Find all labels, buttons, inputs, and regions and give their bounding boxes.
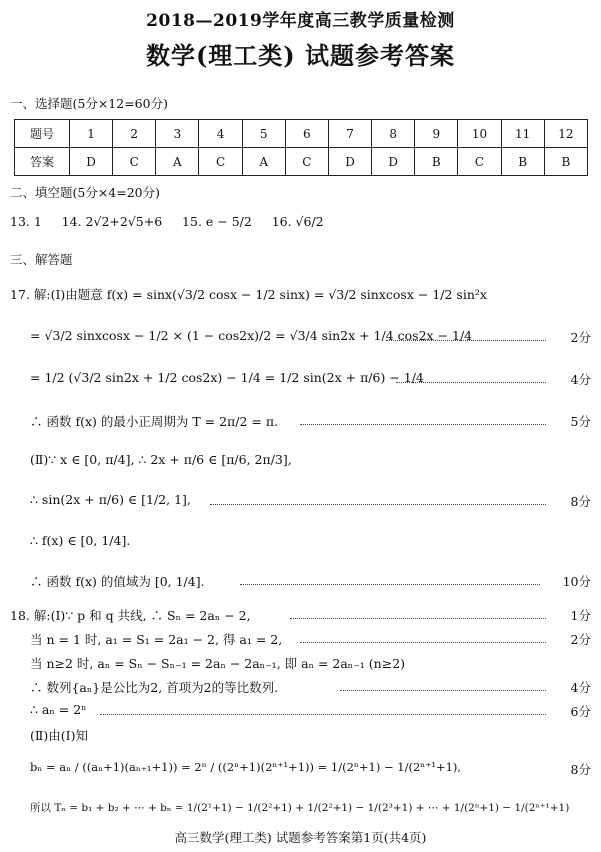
- q18-line-5: ∴ aₙ = 2ⁿ: [30, 702, 87, 717]
- leader-dots: [100, 714, 546, 715]
- q18-line-6: (Ⅱ)由(Ⅰ)知: [30, 728, 88, 743]
- table-cell: D: [328, 148, 371, 176]
- score: 2分: [570, 330, 591, 345]
- table-cell: 6: [285, 120, 328, 148]
- table-cell: 3: [156, 120, 199, 148]
- q17-line-3: = 1/2 (√3/2 sin2x + 1/2 cos2x) − 1/4 = 1/2 sin(2x + π/6) − 1/4: [30, 370, 424, 385]
- section2-title: 二、填空题(5分×4=20分): [10, 185, 161, 200]
- score: 1分: [570, 608, 591, 623]
- table-cell: 11: [501, 120, 544, 148]
- score: 5分: [570, 414, 591, 429]
- exam-header: 2018—2019学年度高三教学质量检测: [146, 11, 455, 31]
- table-cell: C: [458, 148, 501, 176]
- q17-line-5: (Ⅱ)∵ x ∈ [0, π/4], ∴ 2x + π/6 ∈ [π/6, 2π/3],: [30, 452, 292, 467]
- table-cell: 4: [199, 120, 242, 148]
- table-cell: 1: [70, 120, 113, 148]
- score: 4分: [570, 372, 591, 387]
- section1-title: 一、选择题(5分×12=60分): [10, 96, 168, 111]
- score: 8分: [570, 494, 591, 509]
- leader-dots: [240, 584, 540, 585]
- table-cell: D: [70, 148, 113, 176]
- multiple-choice-answer-table: [14, 119, 588, 176]
- table-cell: C: [199, 148, 242, 176]
- table-cell: 7: [328, 120, 371, 148]
- table-cell: B: [415, 148, 458, 176]
- leader-dots: [340, 690, 546, 691]
- document-title: 数学(理工类) 试题参考答案: [145, 41, 456, 70]
- table-cell: 9: [415, 120, 458, 148]
- q18-line-8: 所以 Tₙ = b₁ + b₂ + ⋯ + bₙ = 1/(2¹+1) − 1/(2²+1) + 1/(2²+1) − 1/(2³+1) + ⋯ + 1/(2ⁿ+1) − 1/(2ⁿ⁺¹+1): [30, 802, 570, 814]
- score: 2分: [570, 632, 591, 647]
- q17-line-1: 17. 解:(Ⅰ)由题意 f(x) = sinx(√3/2 cosx − 1/2 sinx) = √3/2 sinxcosx − 1/2 sin²x: [10, 287, 487, 302]
- table-cell: A: [156, 148, 199, 176]
- row-header-number: 题号: [15, 120, 70, 148]
- q18-line-7: bₙ = aₙ / ((aₙ+1)(aₙ₊₁+1)) = 2ⁿ / ((2ⁿ+1)(2ⁿ⁺¹+1)) = 1/(2ⁿ+1) − 1/(2ⁿ⁺¹+1),: [30, 760, 462, 774]
- q18-line-4: ∴ 数列{aₙ}是公比为2, 首项为2的等比数列.: [30, 680, 279, 695]
- page-footer: 高三数学(理工类) 试题参考答案第1页(共4页): [174, 830, 427, 845]
- table-cell: A: [242, 148, 285, 176]
- leader-dots: [290, 618, 546, 619]
- q17-line-4: ∴ 函数 f(x) 的最小正周期为 T = 2π/2 = π.: [30, 414, 279, 429]
- table-cell: 2: [113, 120, 156, 148]
- fill-in-answers: 13. 1 14. 2√2+2√5+6 15. e − 5/2 16. √6/2: [10, 214, 324, 229]
- leader-dots: [210, 504, 546, 505]
- question-number-row: [15, 120, 588, 148]
- table-cell: C: [285, 148, 328, 176]
- q17-line-6: ∴ sin(2x + π/6) ∈ [1/2, 1],: [30, 492, 191, 507]
- score: 8分: [570, 762, 591, 777]
- table-cell: C: [113, 148, 156, 176]
- q17-line-8: ∴ 函数 f(x) 的值域为 [0, 1/4].: [30, 574, 205, 589]
- leader-dots: [396, 382, 546, 383]
- leader-dots: [386, 340, 546, 341]
- q17-line-7: ∴ f(x) ∈ [0, 1/4].: [30, 533, 131, 548]
- leader-dots: [300, 424, 546, 425]
- q18-line-3: 当 n≥2 时, aₙ = Sₙ − Sₙ₋₁ = 2aₙ − 2aₙ₋₁, 即 aₙ = 2aₙ₋₁ (n≥2): [30, 656, 406, 671]
- table-cell: 10: [458, 120, 501, 148]
- row-header-answer: 答案: [15, 148, 70, 176]
- score: 6分: [570, 704, 591, 719]
- table-cell: D: [372, 148, 415, 176]
- answer-row: [15, 148, 588, 176]
- q18-line-1: 18. 解:(Ⅰ)∵ p 和 q 共线, ∴ Sₙ = 2aₙ − 2,: [10, 608, 251, 623]
- score: 10分: [562, 574, 591, 589]
- table-cell: 5: [242, 120, 285, 148]
- score: 4分: [570, 680, 591, 695]
- leader-dots: [300, 642, 546, 643]
- table-cell: 12: [544, 120, 587, 148]
- table-cell: 8: [372, 120, 415, 148]
- table-cell: B: [501, 148, 544, 176]
- q18-line-2: 当 n = 1 时, a₁ = S₁ = 2a₁ − 2, 得 a₁ = 2,: [30, 632, 283, 647]
- table-cell: B: [544, 148, 587, 176]
- section3-title: 三、解答题: [10, 252, 73, 267]
- q17-line-2: = √3/2 sinxcosx − 1/2 × (1 − cos2x)/2 = √3/4 sin2x + 1/4 cos2x − 1/4: [30, 328, 473, 343]
